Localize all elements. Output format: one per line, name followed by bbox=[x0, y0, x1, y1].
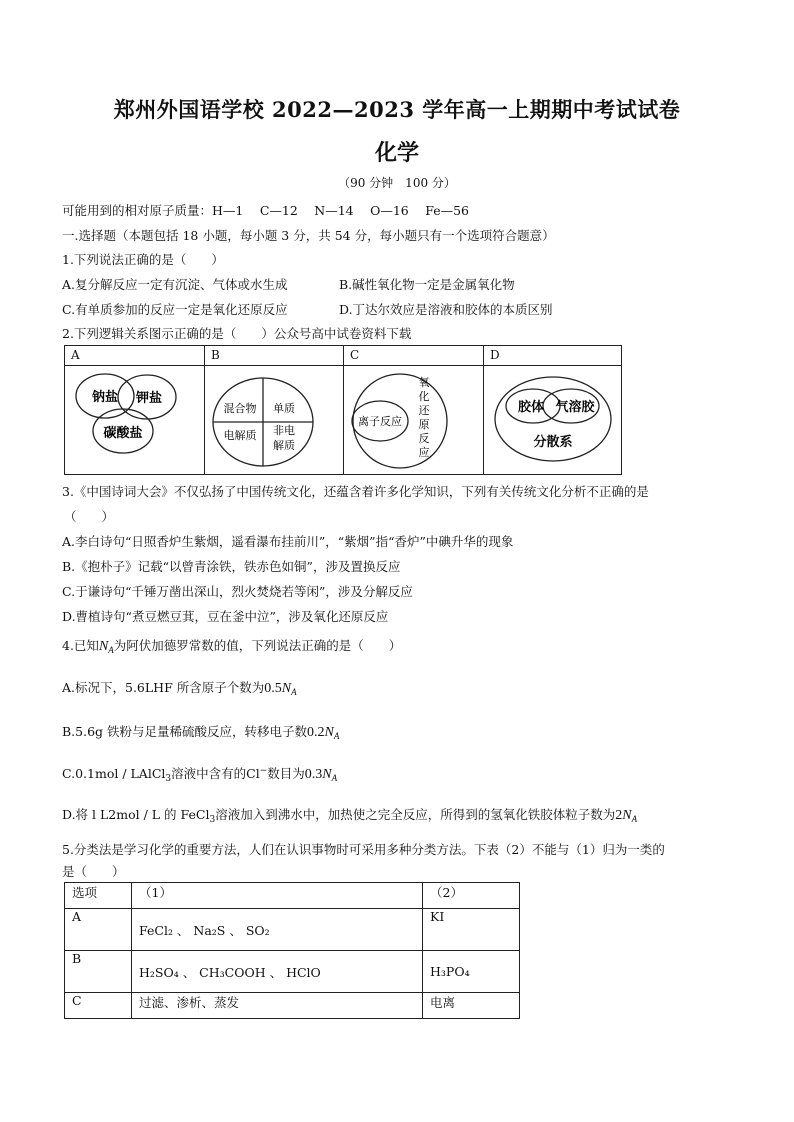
q3-option-a: A.李白诗句“日照香炉生紫烟，遥看瀑布挂前川”，“紫烟”指“香炉”中碘升华的现象 bbox=[62, 534, 514, 549]
row-col2: H₃PO₄ bbox=[423, 951, 520, 993]
diagram-d-aerosol: 气溶胶 bbox=[555, 400, 595, 415]
table-header-row bbox=[65, 883, 520, 909]
diagram-b-element: 单质 bbox=[273, 402, 295, 415]
q3-stem-paren: （ ） bbox=[64, 509, 115, 524]
q4-option-c: C.0.1mol / LAlCl$_3$溶液中含有的Cl−数目为$0.3N_A$ bbox=[62, 766, 338, 784]
diagram-c-redox-char: 原 bbox=[418, 418, 430, 431]
row-col1: FeCl₂ 、 Na₂S 、 SO₂ bbox=[132, 909, 423, 951]
row-option: C bbox=[65, 993, 132, 1019]
diagram-c-redox-char: 氧 bbox=[418, 376, 430, 389]
row-col2: 电离 bbox=[423, 993, 520, 1019]
q2-label-d: D bbox=[490, 348, 500, 362]
q3-stem: 3.《中国诗词大会》不仅弘扬了中国传统文化，还蕴含着许多化学知识，下列有关传统文化分析不正确的是 bbox=[62, 484, 649, 499]
q1-option-d: D.丁达尔效应是溶液和胶体的本质区别 bbox=[339, 302, 553, 317]
q2-label-a: A bbox=[71, 348, 80, 362]
avogadro-symbol: $N_A$ bbox=[98, 639, 114, 655]
q3-option-c: C.于谦诗句“千锤万凿出深山，烈火焚烧若等闲”，涉及分解反应 bbox=[62, 584, 413, 599]
subject-title: 化学 bbox=[374, 140, 419, 166]
diagram-b-non-electrolyte-2: 解质 bbox=[273, 439, 295, 452]
table-row bbox=[65, 951, 520, 993]
diagram-a-sodium-salt: 钠盐 bbox=[91, 390, 119, 405]
atomic-masses: 可能用到的相对原子质量：H—1 C—12 N—14 O—16 Fe—56 bbox=[62, 203, 470, 218]
diagram-b bbox=[213, 378, 313, 466]
diagram-c-redox-char: 应 bbox=[418, 446, 430, 459]
header-col1: （1） bbox=[132, 883, 423, 909]
q5-stem-2: 是（ ） bbox=[62, 864, 125, 879]
diagram-c-redox-char: 还 bbox=[418, 404, 430, 417]
diagram-a-carbonate: 碳酸盐 bbox=[103, 426, 143, 441]
q5-table bbox=[64, 882, 520, 1019]
diagram-b-mixture: 混合物 bbox=[223, 402, 257, 415]
q1-option-b: B.碱性氧化物一定是金属氧化物 bbox=[339, 277, 515, 292]
q4-option-b: B.5.6g 铁粉与足量稀硫酸反应，转移电子数$0.2N_A$ bbox=[62, 724, 340, 741]
q2-stem: 2.下列逻辑关系图示正确的是（ ）公众号高中试卷资料下载 bbox=[62, 326, 412, 341]
q1-option-a: A.复分解反应一定有沉淀、气体或水生成 bbox=[62, 277, 288, 292]
section-heading: 一.选择题（本题包括 18 小题，每小题 3 分，共 54 分，每小题只有一个选项符合题意） bbox=[62, 228, 555, 243]
row-option: A bbox=[65, 909, 132, 951]
table-row bbox=[65, 909, 520, 951]
row-col2: KI bbox=[423, 909, 520, 951]
table-row bbox=[65, 993, 520, 1019]
diagram-a-potassium-salt: 钾盐 bbox=[135, 391, 163, 406]
row-col1: H₂SO₄ 、 CH₃COOH 、 HClO bbox=[132, 951, 423, 993]
header-option: 选项 bbox=[65, 883, 132, 909]
diagram-d-colloid: 胶体 bbox=[517, 400, 545, 415]
q2-diagrams bbox=[65, 365, 621, 475]
q3-option-b: B.《抱朴子》记载“以曾青涂铁，铁赤色如铜”，涉及置换反应 bbox=[62, 559, 401, 574]
q2-label-b: B bbox=[211, 348, 220, 362]
q5-stem: 5.分类法是学习化学的重要方法，人们在认识事物时可采用多种分类方法。下表（2）不能与（1）归为一类的 bbox=[62, 842, 665, 857]
q4-option-a: A.标况下，5.6LHF 所含原子个数为$0.5N_A$ bbox=[62, 680, 297, 697]
diagram-c-redox-char: 化 bbox=[418, 390, 430, 403]
diagram-b-electrolyte: 电解质 bbox=[223, 429, 257, 442]
diagram-c-ionic-reaction: 离子反应 bbox=[358, 415, 402, 428]
row-col1: 过滤、渗析、蒸发 bbox=[132, 993, 423, 1019]
q4-option-d: D.将 l L2mol / L 的 FeCl$_3$溶液加入到沸水中，加热使之完全反应，所得到的氢氧化铁胶体粒子数为$2N_A$ bbox=[62, 807, 638, 825]
q3-option-d: D.曹植诗句“煮豆燃豆萁，豆在釜中泣”，涉及氧化还原反应 bbox=[62, 609, 389, 624]
q2-label-c: C bbox=[350, 348, 360, 362]
q4-stem: 4.已知$N_A$为阿伏加德罗常数的值，下列说法正确的是（ ） bbox=[62, 638, 402, 655]
q2-diagram-table bbox=[64, 345, 622, 475]
time-score: （90 分钟 100 分） bbox=[338, 176, 456, 190]
row-option: B bbox=[65, 951, 132, 993]
diagram-c-redox-char: 反 bbox=[418, 432, 430, 445]
diagram-d-dispersion: 分散系 bbox=[533, 435, 573, 450]
q1-stem: 1.下列说法正确的是（ ） bbox=[62, 252, 224, 267]
diagram-a bbox=[76, 374, 176, 453]
diagram-b-non-electrolyte-1: 非电 bbox=[273, 424, 295, 437]
exam-title: 郑州外国语学校 2022—2023 学年高一上期期中考试试卷 bbox=[113, 97, 681, 122]
q1-option-c: C.有单质参加的反应一定是氧化还原反应 bbox=[62, 302, 288, 317]
header-col2: （2） bbox=[423, 883, 520, 909]
